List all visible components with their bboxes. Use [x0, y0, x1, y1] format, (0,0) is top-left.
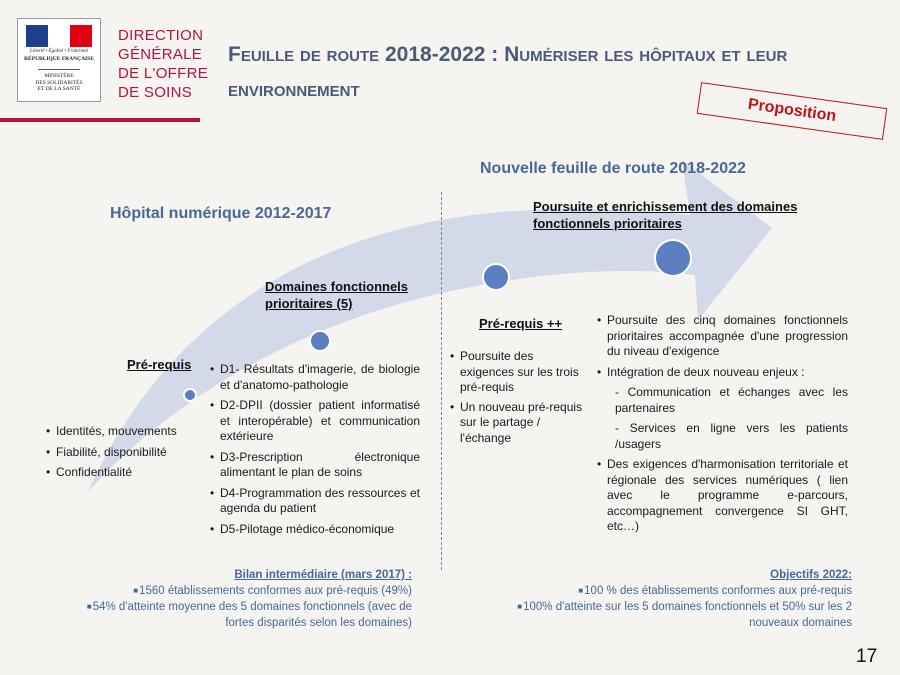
prereq-label: Pré-requis [127, 357, 192, 372]
list-item: • Identités, mouvements [46, 424, 216, 440]
republic-name: RÉPUBLIQUE FRANÇAISE [24, 56, 94, 62]
objectifs-line: ■100% d'atteinte sur les 5 domaines fonctionnels et 50% sur les 2 nouveaux domaines [517, 601, 852, 629]
list-item: • Confidentialité [46, 465, 216, 481]
objectifs-line: ■100 % des établissements conformes aux pré-requis [578, 585, 852, 597]
sub-item: - Communication et échanges avec les partenaires [615, 385, 848, 415]
list-item: • D1- Résultats d'imagerie, de biologie et d'anatomo-pathologie [210, 362, 420, 393]
old-plan-heading: Hôpital numérique 2012-2017 [110, 205, 332, 222]
bilan-line: ■54% d'atteinte moyenne des 5 domaines fonctionnels (avec de fortes disparités selon les domaines) [86, 601, 412, 629]
list-item: • D4-Programmation des ressources et agenda du patient [210, 486, 420, 517]
poursuite-list [597, 313, 848, 540]
ministry-name: MINISTÈRE DES SOLIDARITÉS ET DE LA SANTÉ [35, 73, 83, 92]
domains-label: Domaines fonctionnels prioritaires (5) [265, 279, 409, 311]
milestone-dot-2 [310, 331, 330, 351]
prereq-plus-label: Pré-requis ++ [479, 316, 563, 331]
org-name: DIRECTION GÉNÉRALE DE L'OFFRE DE SOINS [118, 27, 209, 101]
milestone-dot-1 [184, 389, 196, 401]
list-item: • D3-Prescription électronique alimentant le plan de soins [210, 450, 420, 481]
list-item: • Intégration de deux nouveau enjeux : [597, 365, 848, 381]
bilan-line: ■1560 établissements conformes aux pré-requis (49%) [133, 585, 412, 597]
list-item: • Poursuite des cinq domaines fonctionnels prioritaires accompagnée d'une progression du niveau d'exigence [597, 313, 848, 360]
objectifs-title: Objectifs 2022: [770, 569, 852, 581]
list-item: • Poursuite des exigences sur les trois pré-requis [450, 349, 590, 396]
new-plan-heading: Nouvelle feuille de route 2018-2022 [480, 160, 746, 177]
bilan-title: Bilan intermédiaire (mars 2017) : [234, 569, 412, 581]
list-item: • Fiabilité, disponibilité [46, 445, 216, 461]
sub-item: - Services en ligne vers les patients /usagers [615, 421, 848, 451]
page-number: 17 [856, 646, 878, 667]
prereq-plus-list [450, 349, 590, 450]
objectifs-block [470, 567, 852, 631]
domains-list [210, 362, 420, 542]
bilan-block [60, 567, 412, 631]
milestone-dot-4 [655, 240, 691, 276]
list-item: • D2-DPII (dossier patient informatisé et interopérable) et communication extérieure [210, 398, 420, 445]
proposition-stamp: Proposition [697, 82, 888, 140]
poursuite-label: Poursuite et enrichissement des domaines fonctionnels prioritaires [533, 199, 798, 231]
list-item: • Un nouveau pré-requis sur le partage / l'échange [450, 400, 590, 447]
republic-motto: Liberté • Égalité • Fraternité [30, 49, 88, 54]
list-item: • D5-Pilotage médico-économique [210, 522, 420, 538]
prereq-list [46, 424, 216, 486]
page-title: Feuille de route 2018-2022 : Numériser les hôpitaux et leur environnement [228, 43, 788, 101]
milestone-dot-3 [483, 264, 509, 290]
list-item: • Des exigences d'harmonisation territoriale et régionale des services numériques ( lien avec le programme e-parcours, accompagnement convergence SI GHT, etc…) [597, 457, 848, 535]
period-divider [441, 192, 442, 570]
